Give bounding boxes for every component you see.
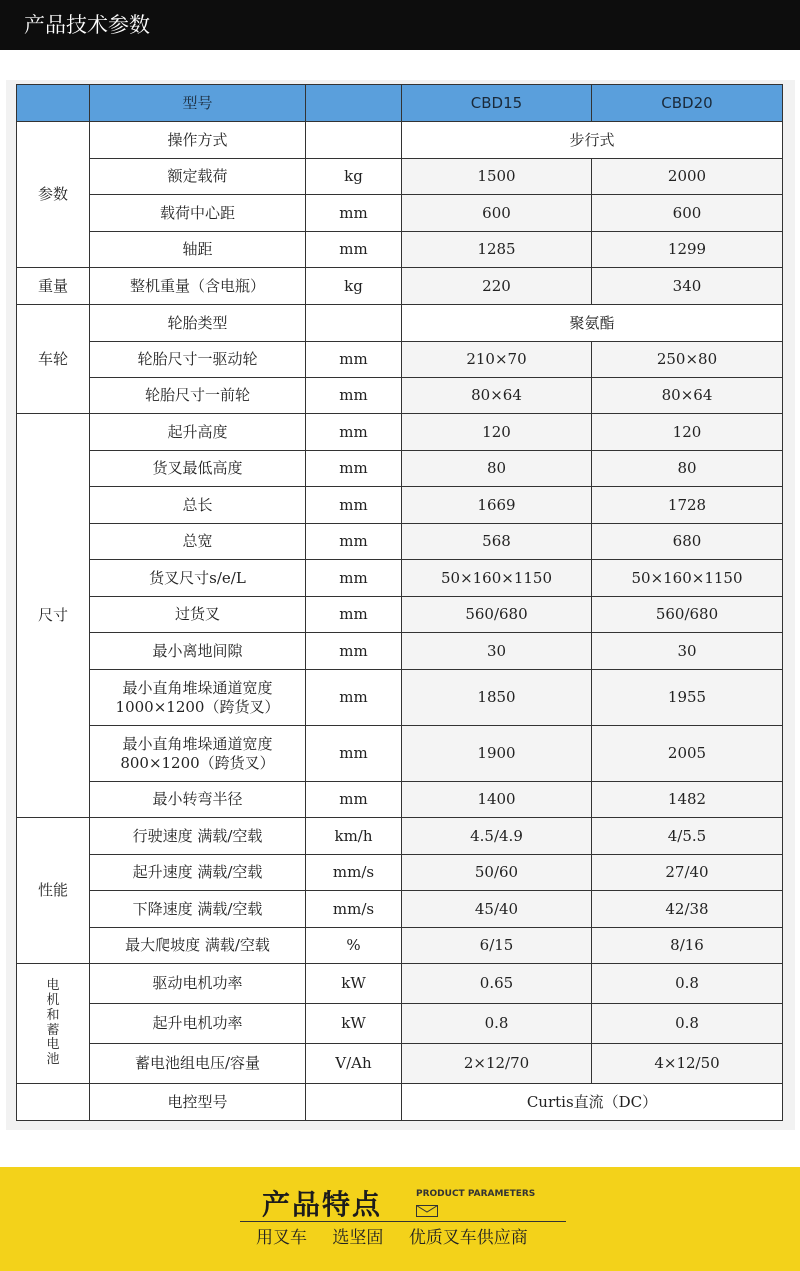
row-unit: mm bbox=[306, 195, 402, 232]
row-name: 载荷中心距 bbox=[90, 195, 306, 232]
row-unit: mm bbox=[306, 726, 402, 782]
row-name: 轴距 bbox=[90, 232, 306, 268]
table-row bbox=[17, 232, 783, 268]
row-unit bbox=[306, 305, 402, 342]
row-value-cbd15: 30 bbox=[402, 633, 592, 670]
row-name-two-line bbox=[90, 670, 306, 726]
row-unit: mm bbox=[306, 670, 402, 726]
table-row bbox=[17, 524, 783, 560]
row-name: 驱动电机功率 bbox=[90, 964, 306, 1004]
header-cbd20: CBD20 bbox=[592, 85, 783, 122]
row-unit: mm/s bbox=[306, 855, 402, 891]
row-value-cbd15: 2×12/70 bbox=[402, 1044, 592, 1084]
row-value-cbd15: 210×70 bbox=[402, 342, 592, 378]
table-row bbox=[17, 928, 783, 964]
row-unit: km/h bbox=[306, 818, 402, 855]
table-row bbox=[17, 597, 783, 633]
table-row bbox=[17, 1084, 783, 1121]
row-unit: mm bbox=[306, 414, 402, 451]
row-value-cbd15: 560/680 bbox=[402, 597, 592, 633]
row-value-merged: 聚氨酯 bbox=[402, 305, 783, 342]
row-value-cbd20: 680 bbox=[592, 524, 783, 560]
group-perf: 性能 bbox=[17, 818, 90, 964]
row-name: 起升电机功率 bbox=[90, 1004, 306, 1044]
row-value-merged: Curtis直流（DC） bbox=[402, 1084, 783, 1121]
group-motor-battery bbox=[17, 964, 90, 1084]
row-name: 过货叉 bbox=[90, 597, 306, 633]
row-value-cbd20: 80×64 bbox=[592, 378, 783, 414]
group-weight: 重量 bbox=[17, 268, 90, 305]
product-features-banner bbox=[58, 1183, 742, 1255]
row-name: 操作方式 bbox=[90, 122, 306, 159]
table-row bbox=[17, 305, 783, 342]
group-wheels: 车轮 bbox=[17, 305, 90, 414]
row-value-cbd15: 45/40 bbox=[402, 891, 592, 928]
row-name: 起升高度 bbox=[90, 414, 306, 451]
row-name: 货叉最低高度 bbox=[90, 451, 306, 487]
row-name-two-line bbox=[90, 726, 306, 782]
row-unit: kg bbox=[306, 159, 402, 195]
row-value-cbd15: 1669 bbox=[402, 487, 592, 524]
row-unit: mm bbox=[306, 633, 402, 670]
row-value-cbd20: 1299 bbox=[592, 232, 783, 268]
row-value-cbd20: 250×80 bbox=[592, 342, 783, 378]
mail-icon bbox=[416, 1205, 438, 1217]
row-name-line1: 最小直角堆垛通道宽度 bbox=[122, 734, 273, 753]
row-value-cbd20: 4/5.5 bbox=[592, 818, 783, 855]
table-row bbox=[17, 487, 783, 524]
row-value-cbd20: 8/16 bbox=[592, 928, 783, 964]
row-value-cbd20: 0.8 bbox=[592, 964, 783, 1004]
tagline-item: 用叉车 bbox=[256, 1228, 307, 1248]
group-motor-char: 蓄 bbox=[46, 1022, 60, 1038]
row-name: 最小离地间隙 bbox=[90, 633, 306, 670]
row-name: 最大爬坡度 满载/空载 bbox=[90, 928, 306, 964]
row-unit: kg bbox=[306, 268, 402, 305]
row-unit: mm bbox=[306, 451, 402, 487]
row-value-cbd20: 0.8 bbox=[592, 1004, 783, 1044]
row-value-cbd15: 220 bbox=[402, 268, 592, 305]
row-name: 蓄电池组电压/容量 bbox=[90, 1044, 306, 1084]
table-row bbox=[17, 964, 783, 1004]
row-value-cbd20: 120 bbox=[592, 414, 783, 451]
header-cbd15: CBD15 bbox=[402, 85, 592, 122]
row-value-cbd15: 568 bbox=[402, 524, 592, 560]
group-params: 参数 bbox=[17, 122, 90, 268]
row-value-cbd15: 4.5/4.9 bbox=[402, 818, 592, 855]
features-divider bbox=[240, 1221, 566, 1222]
row-unit: mm/s bbox=[306, 891, 402, 928]
row-value-cbd20: 50×160×1150 bbox=[592, 560, 783, 597]
features-title: 产品特点 bbox=[262, 1188, 383, 1221]
row-unit: mm bbox=[306, 524, 402, 560]
row-value-cbd20: 2005 bbox=[592, 726, 783, 782]
row-name: 额定载荷 bbox=[90, 159, 306, 195]
row-name: 起升速度 满载/空载 bbox=[90, 855, 306, 891]
row-name: 行驶速度 满载/空载 bbox=[90, 818, 306, 855]
row-value-cbd15: 1900 bbox=[402, 726, 592, 782]
table-header-row bbox=[17, 85, 783, 122]
row-value-cbd15: 1500 bbox=[402, 159, 592, 195]
row-value-cbd15: 0.65 bbox=[402, 964, 592, 1004]
row-unit: mm bbox=[306, 378, 402, 414]
row-value-cbd20: 4×12/50 bbox=[592, 1044, 783, 1084]
row-value-cbd20: 560/680 bbox=[592, 597, 783, 633]
row-value-cbd20: 42/38 bbox=[592, 891, 783, 928]
row-name: 轮胎尺寸一前轮 bbox=[90, 378, 306, 414]
group-dims: 尺寸 bbox=[17, 414, 90, 818]
row-value-cbd20: 1482 bbox=[592, 782, 783, 818]
table-row bbox=[17, 782, 783, 818]
row-value-cbd15: 120 bbox=[402, 414, 592, 451]
row-name: 最小转弯半径 bbox=[90, 782, 306, 818]
row-value-cbd20: 1728 bbox=[592, 487, 783, 524]
row-value-cbd20: 2000 bbox=[592, 159, 783, 195]
row-value-cbd20: 340 bbox=[592, 268, 783, 305]
row-value-cbd20: 1955 bbox=[592, 670, 783, 726]
features-en-label: PRODUCT PARAMETERS bbox=[416, 1189, 536, 1199]
row-unit: mm bbox=[306, 560, 402, 597]
group-empty bbox=[17, 1084, 90, 1121]
row-value-cbd15: 1400 bbox=[402, 782, 592, 818]
table-row bbox=[17, 726, 783, 782]
features-tagline bbox=[256, 1223, 556, 1248]
group-motor-char: 和 bbox=[46, 1007, 60, 1023]
table-row bbox=[17, 891, 783, 928]
header-corner bbox=[17, 85, 90, 122]
header-unit bbox=[306, 85, 402, 122]
row-unit: V/Ah bbox=[306, 1044, 402, 1084]
row-value-cbd15: 80 bbox=[402, 451, 592, 487]
spec-table bbox=[16, 84, 783, 1121]
row-value-cbd20: 30 bbox=[592, 633, 783, 670]
row-name: 电控型号 bbox=[90, 1084, 306, 1121]
row-unit: % bbox=[306, 928, 402, 964]
table-row bbox=[17, 560, 783, 597]
row-value-cbd15: 80×64 bbox=[402, 378, 592, 414]
row-name: 整机重量（含电瓶） bbox=[90, 268, 306, 305]
row-unit: kW bbox=[306, 964, 402, 1004]
table-row bbox=[17, 670, 783, 726]
row-value-cbd15: 50×160×1150 bbox=[402, 560, 592, 597]
row-value-merged: 步行式 bbox=[402, 122, 783, 159]
table-row bbox=[17, 855, 783, 891]
group-motor-char: 池 bbox=[46, 1052, 60, 1068]
tagline-item: 选坚固 bbox=[332, 1228, 384, 1248]
row-name: 总长 bbox=[90, 487, 306, 524]
row-value-cbd15: 0.8 bbox=[402, 1004, 592, 1044]
row-value-cbd15: 1285 bbox=[402, 232, 592, 268]
row-unit bbox=[306, 122, 402, 159]
page-title: 产品技术参数 bbox=[24, 13, 150, 37]
row-unit: kW bbox=[306, 1004, 402, 1044]
row-value-cbd20: 27/40 bbox=[592, 855, 783, 891]
row-name-line2: 1000×1200（跨货叉） bbox=[115, 697, 280, 716]
row-value-cbd15: 50/60 bbox=[402, 855, 592, 891]
header-model: 型号 bbox=[90, 85, 306, 122]
row-value-cbd20: 600 bbox=[592, 195, 783, 232]
table-row bbox=[17, 268, 783, 305]
row-value-cbd15: 6/15 bbox=[402, 928, 592, 964]
row-value-cbd20: 80 bbox=[592, 451, 783, 487]
table-row bbox=[17, 122, 783, 159]
row-name: 轮胎类型 bbox=[90, 305, 306, 342]
row-unit: mm bbox=[306, 342, 402, 378]
table-row bbox=[17, 378, 783, 414]
row-unit: mm bbox=[306, 782, 402, 818]
row-name: 总宽 bbox=[90, 524, 306, 560]
row-unit: mm bbox=[306, 232, 402, 268]
group-motor-char: 电 bbox=[46, 977, 60, 993]
table-row bbox=[17, 195, 783, 232]
group-motor-char: 电 bbox=[46, 1037, 60, 1053]
row-name: 轮胎尺寸一驱动轮 bbox=[90, 342, 306, 378]
row-unit bbox=[306, 1084, 402, 1121]
table-row bbox=[17, 451, 783, 487]
table-row bbox=[17, 1004, 783, 1044]
table-row bbox=[17, 342, 783, 378]
table-row bbox=[17, 159, 783, 195]
row-value-cbd15: 1850 bbox=[402, 670, 592, 726]
group-motor-char: 机 bbox=[46, 992, 60, 1008]
table-row bbox=[17, 414, 783, 451]
row-name-line2: 800×1200（跨货叉） bbox=[120, 753, 275, 772]
row-name-line1: 最小直角堆垛通道宽度 bbox=[122, 678, 273, 697]
row-unit: mm bbox=[306, 487, 402, 524]
row-name: 货叉尺寸s/e/L bbox=[90, 560, 306, 597]
row-unit: mm bbox=[306, 597, 402, 633]
table-row bbox=[17, 633, 783, 670]
tagline-item: 优质叉车供应商 bbox=[408, 1228, 528, 1248]
table-row bbox=[17, 818, 783, 855]
header-bar bbox=[0, 0, 800, 50]
row-value-cbd15: 600 bbox=[402, 195, 592, 232]
row-name: 下降速度 满载/空载 bbox=[90, 891, 306, 928]
table-row bbox=[17, 1044, 783, 1084]
